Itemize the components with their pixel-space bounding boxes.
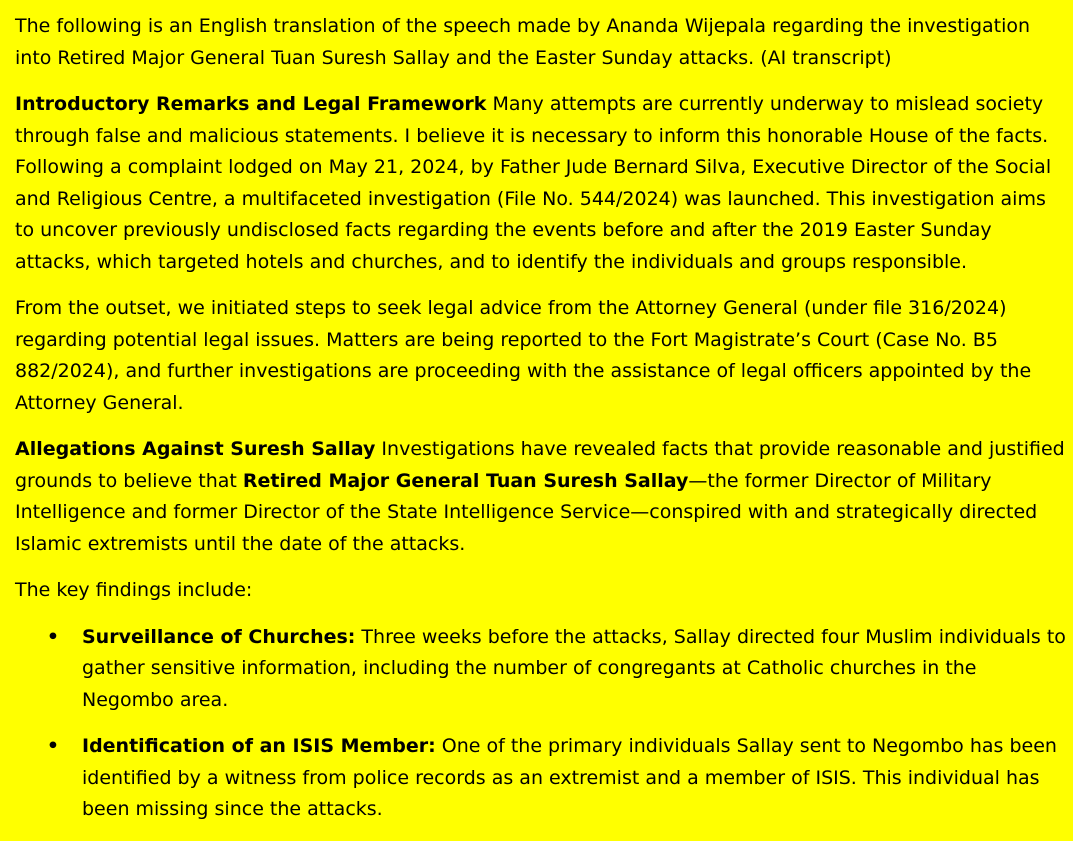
allegations-bold-name: Retired Major General Tuan Suresh Sallay (242, 469, 689, 492)
finding-text: One of the primary individuals Sallay sent to Negombo has been identified by a witness from police records as an extremist and a member of ISIS. This individual has been missing since the attacks. (82, 735, 1057, 820)
intro-paragraph: The following is an English translation of the speech made by Ananda Wijepala regarding the investigation into Retired Major General Tuan Suresh Sallay and the Easter Sunday attacks. (AI transcript) (15, 15, 1031, 69)
legal-framework-text: Many attempts are currently underway to mislead society through false and malicious statements. I believe it is necessary to inform this honorable House of the facts. Following a complaint lodged on May 21, 2024, by Father Jude Bernard Silva, Executive Director of the Social and Religious Centre, a multifaceted investigation (File No. 544/2024) was launched. This investigation aims to uncover previously undisclosed facts regarding the events before and after the 2019 Easter Sunday attacks, which targeted hotels and churches, and to identify the individuals and groups responsible. (15, 93, 1052, 273)
finding-title: Surveillance of Churches: (82, 625, 356, 648)
list-item (46, 622, 1067, 717)
findings-intro: The key findings include: (15, 579, 253, 601)
bullet-icon: • (46, 735, 60, 757)
document-body (15, 11, 1067, 841)
bullet-icon: • (46, 625, 60, 648)
legal-advice-paragraph: From the outset, we initiated steps to seek legal advice from the Attorney General (under file 316/2024) regarding potential legal issues. Matters are being reported to the Fort Magistrate’s Court (Case No. B5 882/2024), and further investigations are proceeding with the assistance of legal officers appointed by the Attorney General. (15, 297, 1032, 414)
allegations-text-after: —the former Director of Military Intelligence and former Director of the State Intelligence Service—conspired with and strategically directed Islamic extremists until the date of the attacks. (15, 469, 1038, 555)
list-item (46, 731, 1067, 826)
legal-framework-heading: Introductory Remarks and Legal Framework (15, 93, 487, 115)
finding-text: Three weeks before the attacks, Sallay directed four Muslim individuals to gather sensitive information, including the number of congregants at Catholic churches in the Negombo area. (82, 625, 1066, 711)
allegations-text-before: Investigations have revealed facts that provide reasonable and justified grounds to believe that (15, 438, 1065, 492)
allegations-paragraph (15, 434, 1067, 560)
finding-title: Identification of an ISIS Member: (82, 735, 436, 757)
legal-framework-paragraph (15, 89, 1067, 278)
allegations-heading: Allegations Against Suresh Sallay (15, 438, 376, 460)
findings-list (15, 622, 1067, 826)
